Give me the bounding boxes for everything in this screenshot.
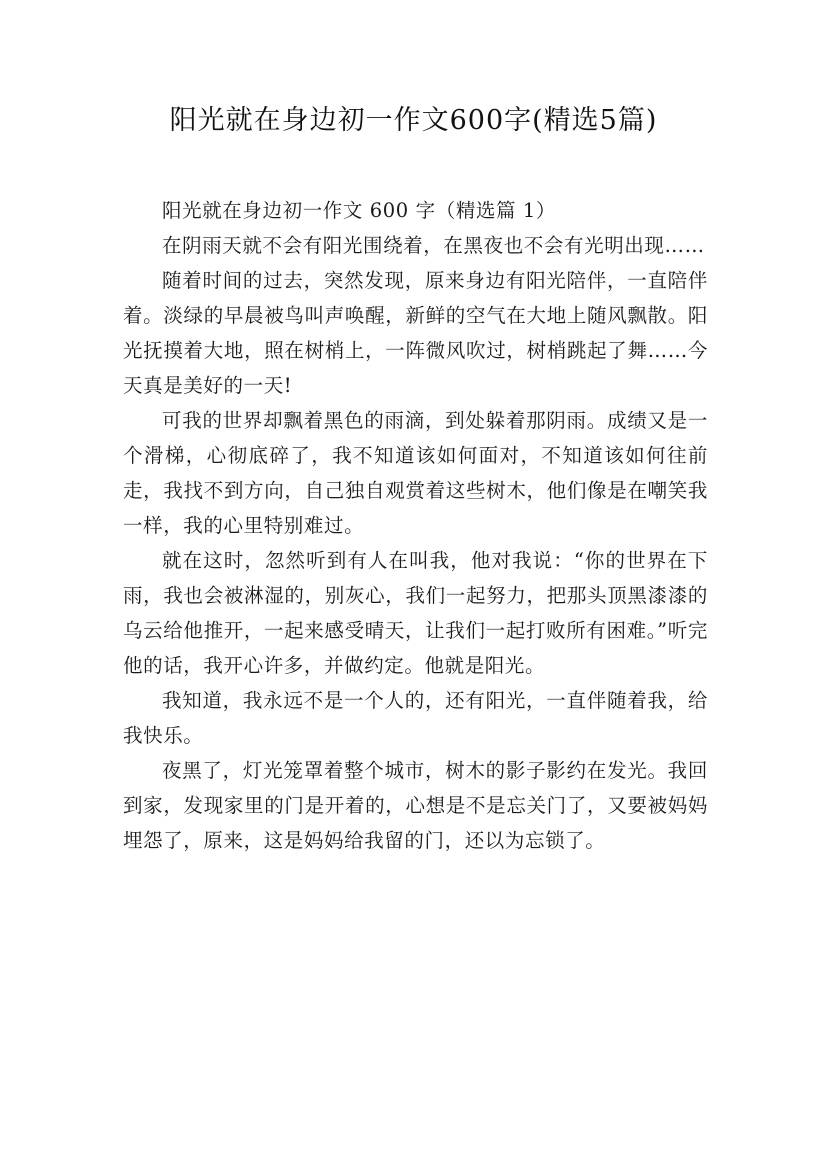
paragraph: 就在这时，忽然听到有人在叫我，他对我说：“你的世界在下雨，我也会被淋湿的，别灰心，我们一起努力，把那头顶黑漆漆的乌云给他推开，一起来感受晴天，让我们一起打败所有困难。”听完他的话，我开心许多，并做约定。他就是阳光。 <box>123 549 708 677</box>
document-title: 阳光就在身边初一作文600字(精选5篇) <box>169 105 658 136</box>
paragraph: 随着时间的过去，突然发现，原来身边有阳光陪伴，一直陪伴着。淡绿的早晨被鸟叫声唤醒，新鲜的空气在大地上随风飘散。阳光抚摸着大地，照在树梢上，一阵微风吹过，树梢跳起了舞……今天真是美好的一天! <box>123 269 708 397</box>
paragraph: 在阴雨天就不会有阳光围绕着，在黑夜也不会有光明出现…… <box>162 234 705 257</box>
paragraph: 可我的世界却飘着黑色的雨滴，到处躲着那阴雨。成绩又是一个滑梯，心彻底碎了，我不知道该如何面对，不知道该如何往前走，我找不到方向，自己独自观赏着这些树木，他们像是在嘲笑我一样，我的心里特别难过。 <box>123 409 708 537</box>
section-heading: 阳光就在身边初一作文 600 字（精选篇 1） <box>162 199 557 222</box>
document-body <box>123 193 708 858</box>
paragraph: 夜黑了，灯光笼罩着整个城市，树木的影子影约在发光。我回到家，发现家里的门是开着的，心想是不是忘关门了，又要被妈妈埋怨了，原来，这是妈妈给我留的门，还以为忘锁了。 <box>123 759 708 852</box>
paragraph: 我知道，我永远不是一个人的，还有阳光，一直伴随着我，给我快乐。 <box>123 689 708 747</box>
